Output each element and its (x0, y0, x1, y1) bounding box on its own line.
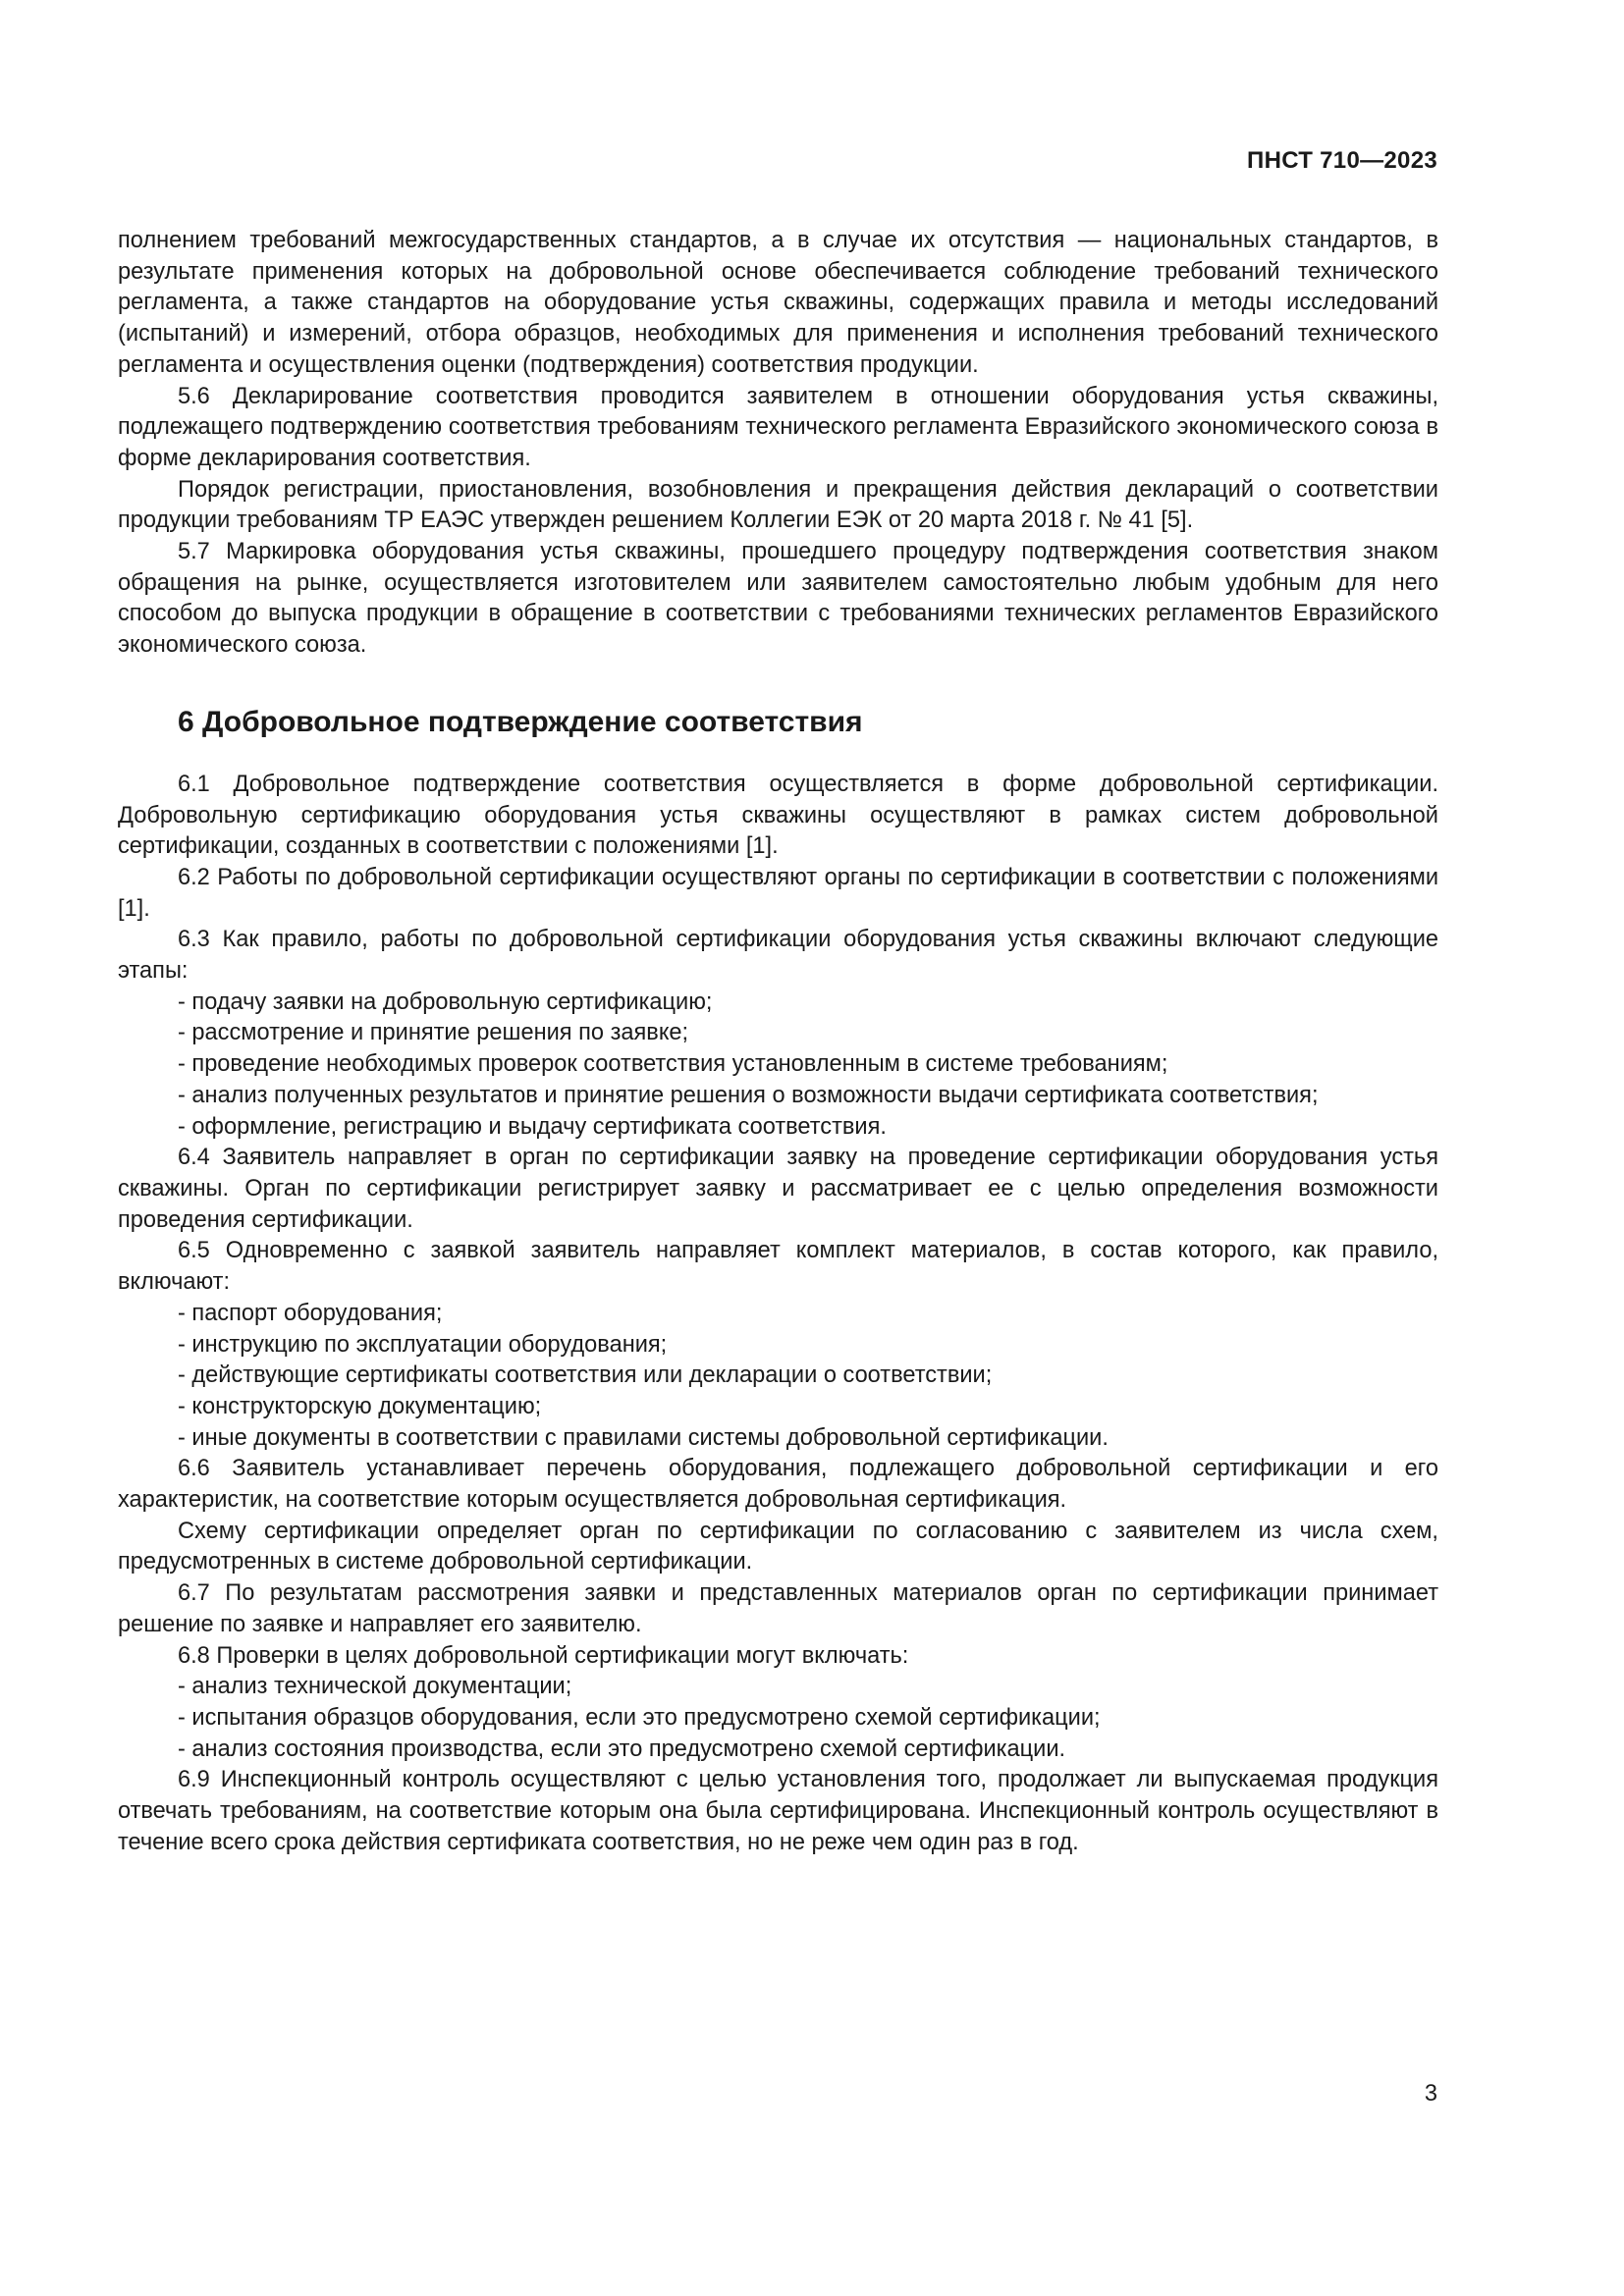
list-item: - паспорт оборудования; (178, 1300, 443, 1326)
clause-6-6-continuation: Схему сертификации определяет орган по сертификации по согласованию с заявителем из числа схем, предусмотренных в системе добровольной сертификации. (118, 1518, 1438, 1575)
document-body (118, 226, 1438, 1858)
clause-6-6: 6.6 Заявитель устанавливает перечень оборудования, подлежащего добровольной сертификации и его характеристик, на соответствие которым осуществляется добровольная сертификация. (118, 1456, 1438, 1514)
clause-6-3: 6.3 Как правило, работы по добровольной сертификации оборудования устья скважины включают следующие этапы: (118, 927, 1438, 985)
list-item: - инструкцию по эксплуатации оборудования; (178, 1331, 668, 1358)
list-item: - анализ состояния производства, если это предусмотрено схемой сертификации. (178, 1735, 1066, 1762)
clause-6-2: 6.2 Работы по добровольной сертификации осуществляют органы по сертификации в соответствии с положениями [1]. (118, 864, 1438, 922)
list-item: - рассмотрение и принятие решения по заявке; (178, 1020, 689, 1046)
clause-6-7: 6.7 По результатам рассмотрения заявки и представленных материалов орган по сертификации принимает решение по заявке и направляет его заявителю. (118, 1580, 1438, 1637)
clause-5-6: 5.6 Декларирование соответствия проводится заявителем в отношении оборудования устья скважины, подлежащего подтверждению соответствия требованиям технического регламента Евразийского экономического союза в форме декларирования соответствия. (118, 383, 1438, 471)
list-item: - действующие сертификаты соответствия или декларации о соответствии; (178, 1362, 993, 1389)
list-item: - иные документы в соответствии с правилами системы добровольной сертификации. (178, 1424, 1109, 1451)
continued-paragraph: полнением требований межгосударственных стандартов, а в случае их отсутствия — национальных стандартов, в результате применения которых на добровольной основе обеспечивается соблюдение требований технического регламента, а также стандартов на оборудование устья скважины, содержащих правила и методы исследований (испытаний) и измерений, отбора образцов, необходимых для применения и исполнения требований технического регламента и осуществления оценки (подтверждения) соответствия продукции. (118, 228, 1438, 378)
clause-6-9: 6.9 Инспекционный контроль осуществляют с целью установления того, продолжает ли выпускаемая продукция отвечать требованиям, на соответствие которым она была сертифицирована. Инспекционный контроль осуществляют в течение всего срока действия сертификата соответствия, но не реже чем один раз в год. (118, 1767, 1438, 1855)
section-6-heading: 6 Добровольное подтверждение соответствия (178, 705, 863, 738)
list-item: - анализ технической документации; (178, 1674, 572, 1700)
list-item: - оформление, регистрацию и выдачу сертификата соответствия. (178, 1113, 887, 1140)
list-item: - конструкторскую документацию; (178, 1393, 542, 1419)
list-item: - проведение необходимых проверок соответствия установленным в системе требованиям; (178, 1051, 1168, 1078)
page-number: 3 (1424, 2081, 1437, 2107)
clause-5-7: 5.7 Маркировка оборудования устья скважины, прошедшего процедуру подтверждения соответствия знаком обращения на рынке, осуществляется изготовителем или заявителем самостоятельно любым удобным для него способом до выпуска продукции в обращение в соответствии с требованиями технических регламентов Евразийского экономического союза. (118, 539, 1438, 659)
list-item: - подачу заявки на добровольную сертификацию; (178, 988, 713, 1015)
clause-5-6-continuation: Порядок регистрации, приостановления, возобновления и прекращения действия деклараций о соответствии продукции требованиям ТР ЕАЭС утвержден решением Коллегии ЕЭК от 20 марта 2018 г. № 41 [5]. (118, 476, 1438, 534)
clause-6-8: 6.8 Проверки в целях добровольной сертификации могут включать: (178, 1642, 909, 1669)
list-item: - анализ полученных результатов и принятие решения о возможности выдачи сертификата соответствия; (178, 1082, 1319, 1108)
document-code: ПНСТ 710—2023 (1247, 147, 1437, 174)
clause-6-5: 6.5 Одновременно с заявкой заявитель направляет комплект материалов, в состав которого, как правило, включают: (118, 1238, 1438, 1296)
clause-6-1: 6.1 Добровольное подтверждение соответствия осуществляется в форме добровольной сертификации. Добровольную сертификацию оборудования устья скважины осуществляют в рамках систем добровольной сертификации, созданных в соответствии с положениями [1]. (118, 771, 1438, 860)
list-item: - испытания образцов оборудования, если это предусмотрено схемой сертификации; (178, 1704, 1101, 1731)
clause-6-4: 6.4 Заявитель направляет в орган по сертификации заявку на проведение сертификации оборудования устья скважины. Орган по сертификации регистрирует заявку и рассматривает ее с целью определения возможности проведения сертификации. (118, 1145, 1438, 1233)
